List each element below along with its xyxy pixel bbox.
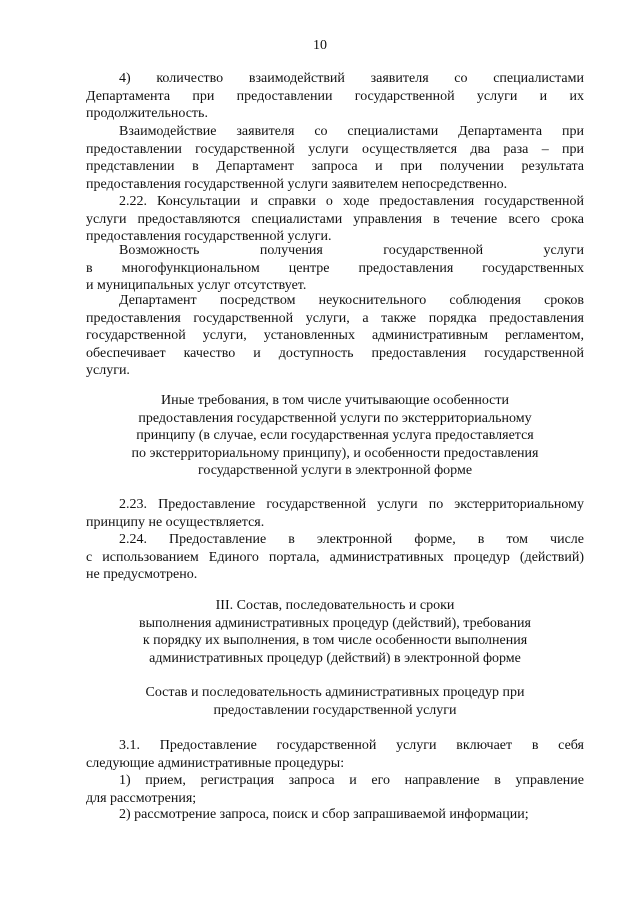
heading-line: Состав и последовательность административных процедур при [145, 685, 525, 700]
item-4-paragraph [86, 70, 584, 123]
heading-line: по экстерриториальному принципу), и особенности предоставления [131, 445, 539, 461]
heading-line: государственной услуги в электронной форме [197, 463, 473, 478]
heading-line: административных процедур (действий) в электронной форме [149, 650, 521, 666]
heading-line: выполнения административных процедур (действий), требования [139, 615, 531, 631]
paragraph-line: Взаимодействие заявителя со специалистами Департамента при [119, 124, 584, 139]
paragraph-line: предоставлении государственной услуги осуществляется два раза – при [86, 141, 584, 157]
heading-line: принципу (в случае, если государственная услуга предоставляется [136, 428, 534, 443]
paragraph-line: не предусмотрено. [86, 567, 198, 582]
heading-section-3 [86, 597, 584, 667]
paragraph-2-24 [86, 531, 584, 584]
paragraph-line: Возможность получения государственной услуги [119, 243, 584, 258]
paragraph-line: 2.24. Предоставление в электронной форме, в том числе [119, 532, 584, 547]
paragraph-line: продолжительность. [86, 106, 208, 121]
heading-line: к порядку их выполнения, в том числе особенности выполнения [142, 633, 528, 648]
paragraph-line: 1) прием, регистрация запроса и его направление в управление [119, 773, 584, 788]
list-item [86, 772, 584, 807]
paragraph-line: услуги предоставляются специалистами управления в течение всего срока [86, 211, 584, 227]
heading-line: предоставлении государственной услуги [213, 702, 457, 718]
paragraph-line: следующие административные процедуры: [86, 755, 345, 771]
mfc-paragraph [86, 242, 584, 295]
paragraph-line: услуги. [86, 363, 130, 378]
paragraph-line: 4) количество взаимодействий заявителя со специалистами [119, 71, 584, 86]
heading-line: Иные требования, в том числе учитывающие особенности [160, 393, 509, 408]
paragraph-line: принципу не осуществляется. [86, 514, 265, 530]
paragraph-line: в многофункциональном центре предоставления государственных [86, 260, 584, 276]
interaction-paragraph [86, 123, 584, 193]
paragraph-line: Департамент посредством неукоснительного соблюдения сроков [119, 293, 584, 308]
paragraph-line: с использованием Единого портала, административных процедур (действий) [86, 549, 584, 565]
paragraph-line: 2.22. Консультации и справки о ходе предоставления государственной [119, 194, 584, 209]
paragraph-line: предоставления государственной услуги, а также порядка предоставления [86, 310, 584, 326]
paragraph-2-22 [86, 193, 584, 246]
paragraph-line: 3.1. Предоставление государственной услуги включает в себя [119, 738, 584, 753]
paragraph-line: предоставления государственной услуги. [86, 229, 332, 244]
paragraph-line: для рассмотрения; [86, 790, 197, 806]
heading-other-requirements [86, 392, 584, 480]
heading-line: III. Состав, последовательность и сроки [215, 598, 455, 613]
paragraph-2-23 [86, 496, 584, 531]
paragraph-3-1 [86, 737, 584, 772]
paragraph-line: государственной услуги, установленных административным регламентом, [86, 328, 584, 343]
page-number: 10 [313, 38, 327, 53]
paragraph-line: обеспечивает качество и доступность предоставления государственной [86, 345, 584, 361]
paragraph-line: 2) рассмотрение запроса, поиск и сбор запрашиваемой информации; [119, 807, 529, 822]
paragraph-line: и муниципальных услуг отсутствует. [86, 278, 307, 293]
department-paragraph [86, 292, 584, 380]
paragraph-line: Департамента при предоставлении государственной услуги и их [86, 88, 584, 104]
paragraph-line: представлении в Департамент запроса и при получении результата [86, 159, 584, 174]
heading-composition [86, 684, 584, 719]
paragraph-line: предоставления государственной услуги заявителем непосредственно. [86, 176, 508, 192]
heading-line: предоставления государственной услуги по экстерриториальному [138, 410, 532, 426]
paragraph-line: 2.23. Предоставление государственной услуги по экстерриториальному [119, 497, 584, 512]
list-item [86, 806, 584, 824]
